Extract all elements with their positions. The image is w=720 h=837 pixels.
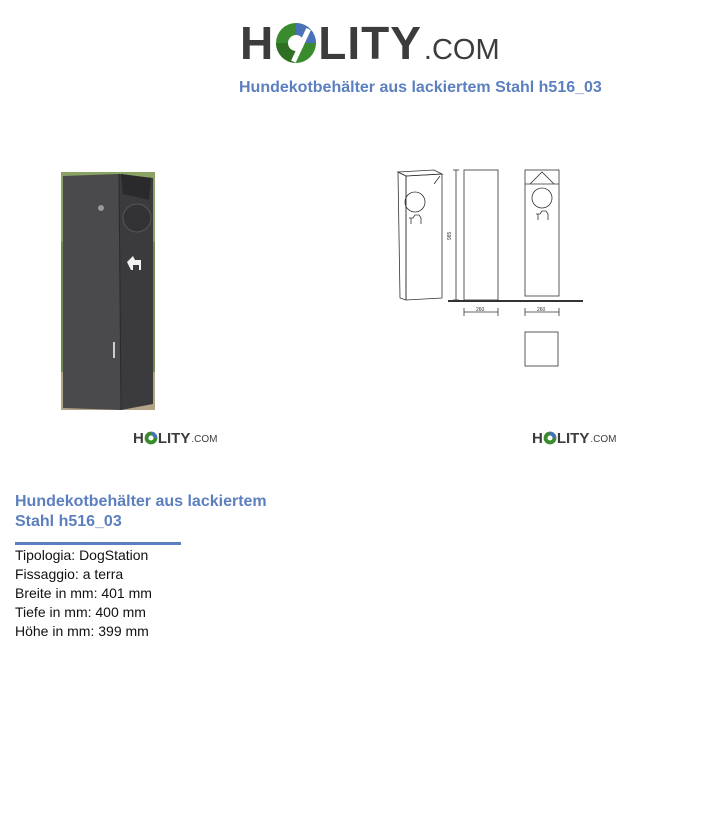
photo-holity-logo — [133, 430, 217, 447]
spec-hoehe: Höhe in mm: 399 mm — [15, 623, 149, 639]
logo-o-icon — [274, 21, 318, 65]
drawing-logo-domain: .COM — [590, 434, 617, 445]
dimension-height-label: 985 — [447, 231, 453, 240]
photo-logo-prefix: H — [133, 430, 144, 447]
holity-logo[interactable] — [240, 12, 500, 69]
logo-o-icon — [543, 431, 557, 447]
logo-suffix: LITY — [318, 17, 422, 69]
spec-list — [15, 546, 152, 641]
drawing-holity-logo — [532, 430, 616, 447]
spec-tiefe: Tiefe in mm: 400 mm — [15, 604, 146, 620]
photo-logo-suffix: LITY — [157, 430, 191, 447]
title-divider — [15, 542, 181, 545]
drawing-logo-prefix: H — [532, 430, 543, 447]
logo-o-icon — [144, 431, 158, 447]
dimension-width-front-label: 260 — [476, 307, 485, 313]
logo-prefix: H — [240, 17, 275, 69]
product-title: Hundekotbehälter aus lackiertem Stahl h516_03 — [15, 493, 267, 530]
dimension-width-side-label: 260 — [537, 307, 546, 313]
photo-logo-domain: .COM — [191, 434, 218, 445]
product-photo — [61, 172, 155, 410]
spec-tipologia: Tipologia: DogStation — [15, 547, 149, 563]
spec-breite: Breite in mm: 401 mm — [15, 585, 152, 601]
spec-fissaggio: Fissaggio: a terra — [15, 566, 124, 582]
drawing-logo-suffix: LITY — [556, 430, 590, 447]
logo-domain: .COM — [423, 34, 500, 66]
page-title: Hundekotbehälter aus lackiertem Stahl h516_03 — [239, 79, 602, 96]
technical-drawing — [390, 160, 590, 370]
